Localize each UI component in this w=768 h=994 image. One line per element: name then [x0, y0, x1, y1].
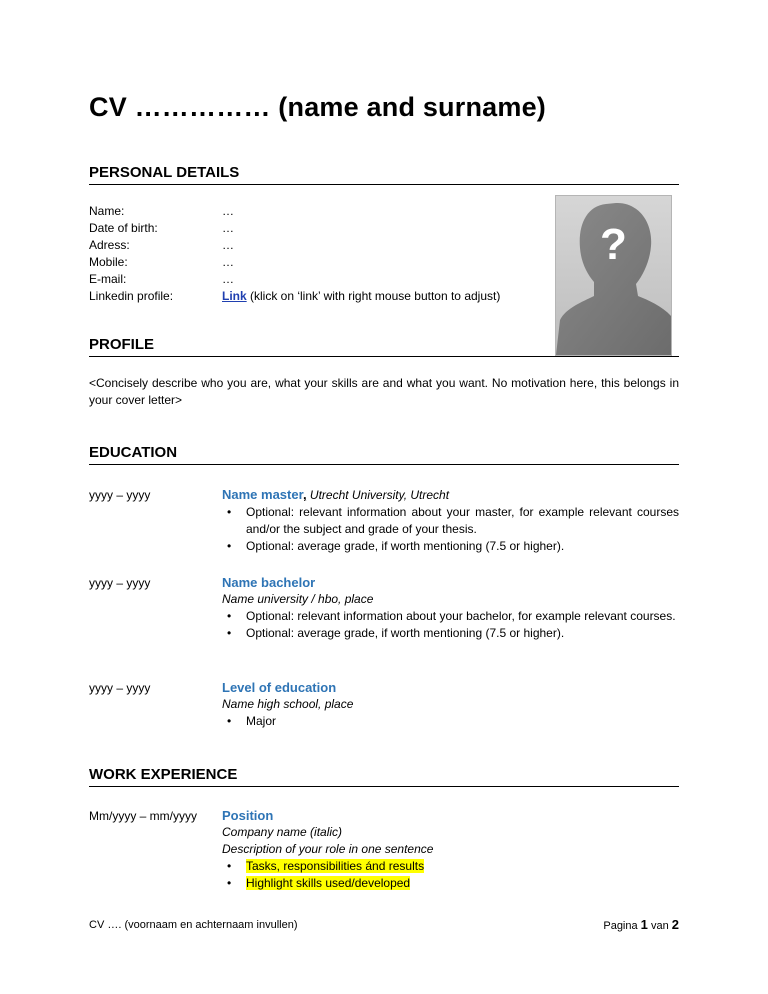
detail-row-date-of-birth — [89, 220, 500, 237]
detail-label: Linkedin profile: — [89, 289, 174, 303]
page-label: Pagina — [603, 920, 641, 932]
detail-label: Adress: — [89, 238, 130, 252]
detail-value: … — [222, 221, 234, 235]
profile-heading: PROFILE — [89, 336, 679, 357]
page-current: 1 — [640, 917, 648, 932]
entry-bullet: • Optional: average grade, if worth mentioning (7.5 or higher). — [222, 625, 679, 642]
linkedin-note: (klick on ‘link’ with right mouse button to adjust) — [246, 289, 501, 303]
entry-date: yyyy – yyyy — [89, 576, 151, 590]
photo-question-mark: ? — [600, 220, 627, 269]
cv-title: CV …………… (name and surname) — [89, 92, 546, 122]
entry-bullet — [222, 858, 679, 875]
entry-subtitle: Name high school, place — [222, 697, 354, 711]
profile-text: <Concisely describe who you are, what your skills are and what you want. No motivation here, this belongs in your cover letter> — [89, 376, 679, 407]
detail-value: … — [222, 204, 234, 218]
entry-title: Level of education — [222, 680, 337, 695]
entry-date: Mm/yyyy – mm/yyyy — [89, 809, 197, 823]
entry-bullet: • Major — [222, 713, 679, 730]
entry-inline-subtitle: Utrecht University, Utrecht — [306, 488, 450, 502]
profile-photo-placeholder[interactable] — [555, 195, 672, 356]
page-separator: van — [647, 920, 672, 932]
detail-label: Mobile: — [89, 255, 128, 269]
entry-bullet: • Optional: relevant information about your bachelor, for example relevant courses. — [222, 608, 679, 625]
entry-subtitle: Name university / hbo, place — [222, 592, 374, 606]
entry-date: yyyy – yyyy — [89, 681, 151, 695]
page-total: 2 — [671, 917, 679, 932]
entry-title: Name bachelor — [222, 575, 316, 590]
detail-value: … — [222, 272, 234, 286]
entry-bullet — [222, 875, 679, 892]
entry-bullet: • Optional: relevant information about your master, for example relevant courses and/or the subject and grade of your thesis. — [222, 504, 679, 538]
detail-row-address — [89, 237, 500, 254]
entry-date: yyyy – yyyy — [89, 488, 151, 502]
entry-title — [222, 486, 679, 504]
work-experience-heading: WORK EXPERIENCE — [89, 766, 679, 787]
detail-label: Date of birth: — [89, 221, 158, 235]
detail-row-email — [89, 271, 500, 288]
personal-details-list — [89, 203, 500, 305]
entry-company: Company name (italic) — [222, 825, 343, 839]
footer-page-number — [603, 917, 679, 932]
entry-body — [222, 679, 679, 730]
entry-body — [222, 574, 679, 642]
detail-row-mobile — [89, 254, 500, 271]
entry-title-text: Name master — [222, 487, 303, 502]
linkedin-link[interactable]: Link — [222, 289, 247, 303]
detail-row-linkedin — [89, 288, 500, 305]
detail-label: Name: — [89, 204, 125, 218]
education-heading: EDUCATION — [89, 444, 679, 465]
entry-body — [222, 807, 679, 892]
detail-value: … — [222, 255, 234, 269]
detail-label: E-mail: — [89, 272, 127, 286]
highlighted-bullet-text: Highlight skills used/developed — [246, 876, 411, 890]
entry-description: Description of your role in one sentence — [222, 842, 434, 856]
footer-document-name: CV …. (voornaam en achternaam invullen) — [89, 919, 298, 931]
entry-title: Position — [222, 808, 274, 823]
detail-value: … — [222, 238, 234, 252]
detail-row-name — [89, 203, 500, 220]
personal-details-heading: PERSONAL DETAILS — [89, 164, 679, 185]
entry-body — [222, 486, 679, 555]
entry-bullet: • Optional: average grade, if worth mentioning (7.5 or higher). — [222, 538, 679, 555]
highlighted-bullet-text: Tasks, responsibilities ánd results — [246, 859, 425, 873]
entry-title-separator: , — [302, 487, 307, 502]
